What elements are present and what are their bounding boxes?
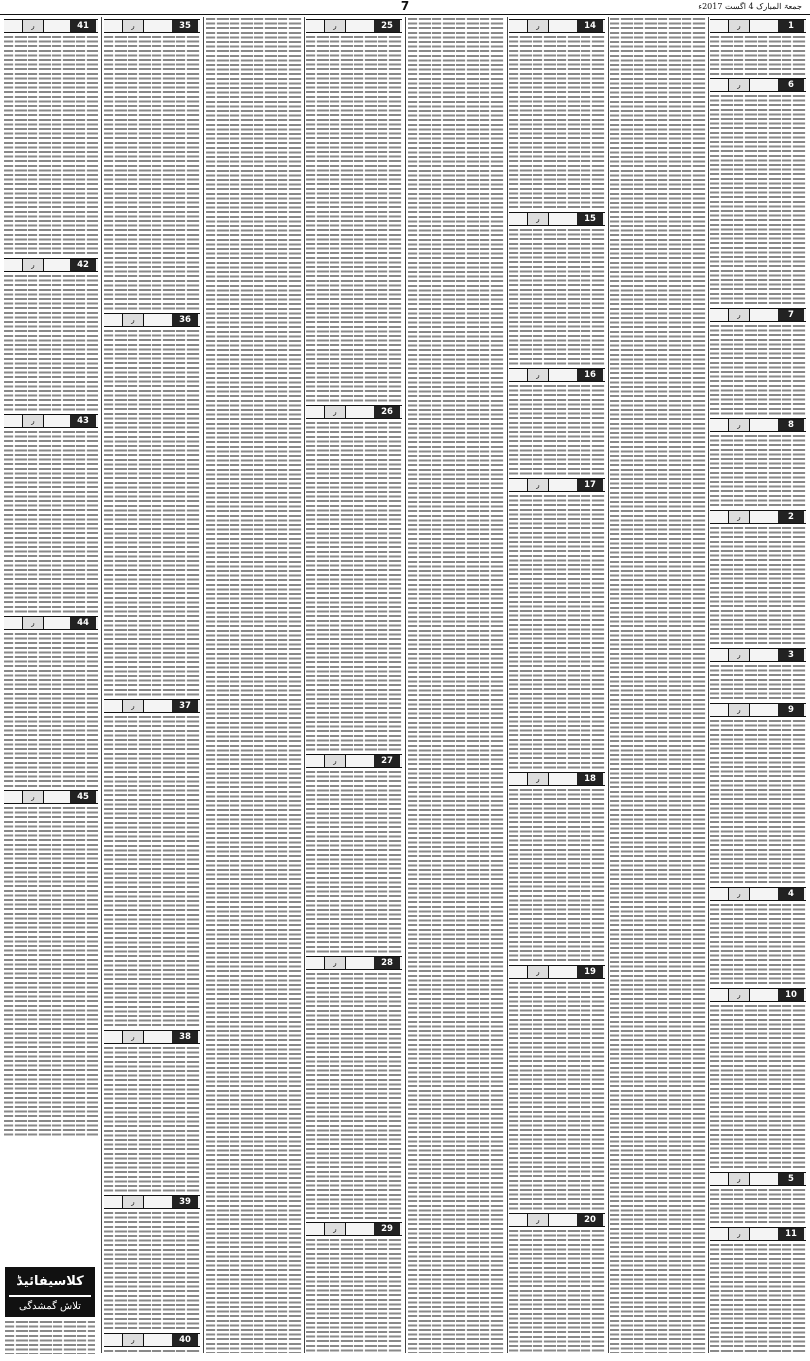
notice-text xyxy=(104,329,200,697)
notice-header xyxy=(4,414,98,428)
notice-label: ر xyxy=(527,20,549,32)
notice-label: ر xyxy=(22,791,44,803)
notice-label: ر xyxy=(728,1228,750,1240)
notice-text xyxy=(104,35,200,311)
notice-label: ر xyxy=(22,617,44,629)
notice-number: 36 xyxy=(172,314,198,326)
notice-header xyxy=(710,308,806,322)
notice-label: ر xyxy=(728,1173,750,1185)
column-right-1 xyxy=(710,17,806,1353)
notice-header xyxy=(509,19,605,33)
classified-title: کلاسیفائیڈ xyxy=(9,1269,91,1297)
notice-number: 28 xyxy=(374,957,400,969)
notice-text xyxy=(710,664,806,701)
notice-label: ر xyxy=(527,479,549,491)
notice-header xyxy=(104,313,200,327)
notice-label: ر xyxy=(22,20,44,32)
notice-number: 3 xyxy=(778,649,804,661)
notice-text xyxy=(4,35,98,256)
notice-header xyxy=(306,19,402,33)
notice-text xyxy=(306,35,402,403)
notice-label: ر xyxy=(324,755,346,767)
notice-text xyxy=(306,770,402,954)
notice-header xyxy=(710,510,806,524)
notice-text xyxy=(509,384,605,476)
notice-label: ر xyxy=(527,213,549,225)
notice-number: 25 xyxy=(374,20,400,32)
notice-text xyxy=(710,1188,806,1225)
notice-number: 37 xyxy=(172,700,198,712)
notice-header xyxy=(104,1195,200,1209)
notice-text xyxy=(509,494,605,770)
notice-header xyxy=(710,648,806,662)
notice-label: ر xyxy=(527,369,549,381)
masthead xyxy=(0,0,810,15)
notice-number: 11 xyxy=(778,1228,804,1240)
notice-number: 8 xyxy=(778,419,804,431)
notice-header xyxy=(509,212,605,226)
column-right-3 xyxy=(306,17,402,1353)
column-rule xyxy=(507,17,508,1353)
column-text-filler xyxy=(408,17,504,1353)
notice-text xyxy=(509,35,605,210)
notice-label: ر xyxy=(122,1031,144,1043)
notice-header xyxy=(104,699,200,713)
notice-header xyxy=(306,405,402,419)
notice-header xyxy=(4,19,98,33)
notice-label: ر xyxy=(728,511,750,523)
column-right-4 xyxy=(104,17,200,1353)
article-text xyxy=(206,17,302,1353)
notice-number: 4 xyxy=(778,888,804,900)
article-text xyxy=(408,17,504,1353)
notice-header xyxy=(4,790,98,804)
column-rule xyxy=(708,17,709,1353)
notice-number: 7 xyxy=(778,309,804,321)
column-right-2 xyxy=(509,17,605,1353)
notice-header xyxy=(104,1030,200,1044)
notice-header xyxy=(104,19,200,33)
column-rule xyxy=(203,17,204,1353)
notice-label: ر xyxy=(527,966,549,978)
notice-label: ر xyxy=(122,1196,144,1208)
notice-label: ر xyxy=(728,649,750,661)
notice-label: ر xyxy=(22,259,44,271)
notice-header xyxy=(710,78,806,92)
notice-text xyxy=(509,788,605,963)
notice-header xyxy=(710,418,806,432)
notice-text xyxy=(4,430,98,614)
notice-label: ر xyxy=(324,20,346,32)
notice-text xyxy=(710,35,806,76)
notice-label: ر xyxy=(122,1334,144,1346)
notice-text xyxy=(104,1046,200,1193)
notice-number: 40 xyxy=(172,1334,198,1346)
notice-number: 35 xyxy=(172,20,198,32)
notice-text xyxy=(710,434,806,508)
notice-header xyxy=(4,258,98,272)
notice-label: ر xyxy=(22,415,44,427)
notice-header xyxy=(710,887,806,901)
notice-label: ر xyxy=(728,419,750,431)
notice-text xyxy=(104,1349,200,1353)
notice-number: 27 xyxy=(374,755,400,767)
notice-label: ر xyxy=(324,957,346,969)
notice-number: 43 xyxy=(70,415,96,427)
notice-number: 19 xyxy=(577,966,603,978)
notice-number: 5 xyxy=(778,1173,804,1185)
notice-number: 16 xyxy=(577,369,603,381)
notice-header xyxy=(104,1333,200,1347)
notice-label: ر xyxy=(122,700,144,712)
column-rule xyxy=(304,17,305,1353)
notice-header xyxy=(306,1222,402,1236)
notice-text xyxy=(4,274,98,412)
notice-text xyxy=(306,421,402,752)
notice-number: 41 xyxy=(70,20,96,32)
classified-text xyxy=(5,1320,95,1354)
notice-number: 17 xyxy=(577,479,603,491)
notice-text xyxy=(509,981,605,1211)
notice-number: 14 xyxy=(577,20,603,32)
column-rule xyxy=(101,17,102,1353)
notice-number: 1 xyxy=(778,20,804,32)
notice-text xyxy=(710,719,806,885)
notice-label: ر xyxy=(728,309,750,321)
notice-text xyxy=(306,1238,402,1353)
notice-text xyxy=(306,972,402,1220)
notice-header xyxy=(710,703,806,717)
notice-header xyxy=(710,988,806,1002)
notice-number: 6 xyxy=(778,79,804,91)
notice-text xyxy=(710,94,806,306)
notice-label: ر xyxy=(324,406,346,418)
notice-header xyxy=(710,1227,806,1241)
notice-header xyxy=(710,19,806,33)
notice-text xyxy=(4,632,98,788)
notice-number: 45 xyxy=(70,791,96,803)
notice-header xyxy=(509,368,605,382)
notice-label: ر xyxy=(728,989,750,1001)
notice-number: 10 xyxy=(778,989,804,1001)
notice-text xyxy=(104,1211,200,1331)
notice-number: 44 xyxy=(70,617,96,629)
notice-header xyxy=(509,478,605,492)
notice-label: ر xyxy=(728,704,750,716)
classified-logo xyxy=(5,1267,95,1317)
notice-header xyxy=(509,1213,605,1227)
notice-text xyxy=(710,1004,806,1170)
notice-number: 38 xyxy=(172,1031,198,1043)
notice-label: ر xyxy=(527,1214,549,1226)
notice-number: 42 xyxy=(70,259,96,271)
article-text xyxy=(610,17,706,1353)
column-left xyxy=(4,17,98,1261)
notice-label: ر xyxy=(728,888,750,900)
notice-header xyxy=(509,965,605,979)
notice-label: ر xyxy=(728,79,750,91)
notice-number: 9 xyxy=(778,704,804,716)
notice-label: ر xyxy=(122,20,144,32)
notice-number: 20 xyxy=(577,1214,603,1226)
column-rule xyxy=(405,17,406,1353)
notice-header xyxy=(306,754,402,768)
notice-header xyxy=(710,1172,806,1186)
notice-number: 29 xyxy=(374,1223,400,1235)
notice-label: ر xyxy=(324,1223,346,1235)
notice-text xyxy=(104,715,200,1028)
notice-number: 2 xyxy=(778,511,804,523)
notice-number: 26 xyxy=(374,406,400,418)
notice-text xyxy=(509,228,605,366)
notice-number: 18 xyxy=(577,773,603,785)
notice-text xyxy=(710,1243,806,1353)
classified-subtitle: تلاش گمشدگی xyxy=(19,1301,81,1312)
notice-text xyxy=(710,324,806,416)
notice-label: ر xyxy=(122,314,144,326)
notice-header xyxy=(306,956,402,970)
notice-header xyxy=(4,616,98,630)
notice-number: 39 xyxy=(172,1196,198,1208)
column-text-filler xyxy=(206,17,302,1353)
dateline: جمعۃ المبارک 4 اگست 2017ء xyxy=(698,2,802,11)
notice-label: ر xyxy=(527,773,549,785)
notice-text xyxy=(509,1229,605,1353)
column-text-filler xyxy=(610,17,706,1353)
column-rule xyxy=(608,17,609,1353)
notice-label: ر xyxy=(728,20,750,32)
notice-text xyxy=(710,526,806,646)
notice-number: 15 xyxy=(577,213,603,225)
notice-text xyxy=(4,806,98,1137)
notice-header xyxy=(509,772,605,786)
page-number: 7 xyxy=(400,0,410,13)
notice-text xyxy=(710,903,806,986)
